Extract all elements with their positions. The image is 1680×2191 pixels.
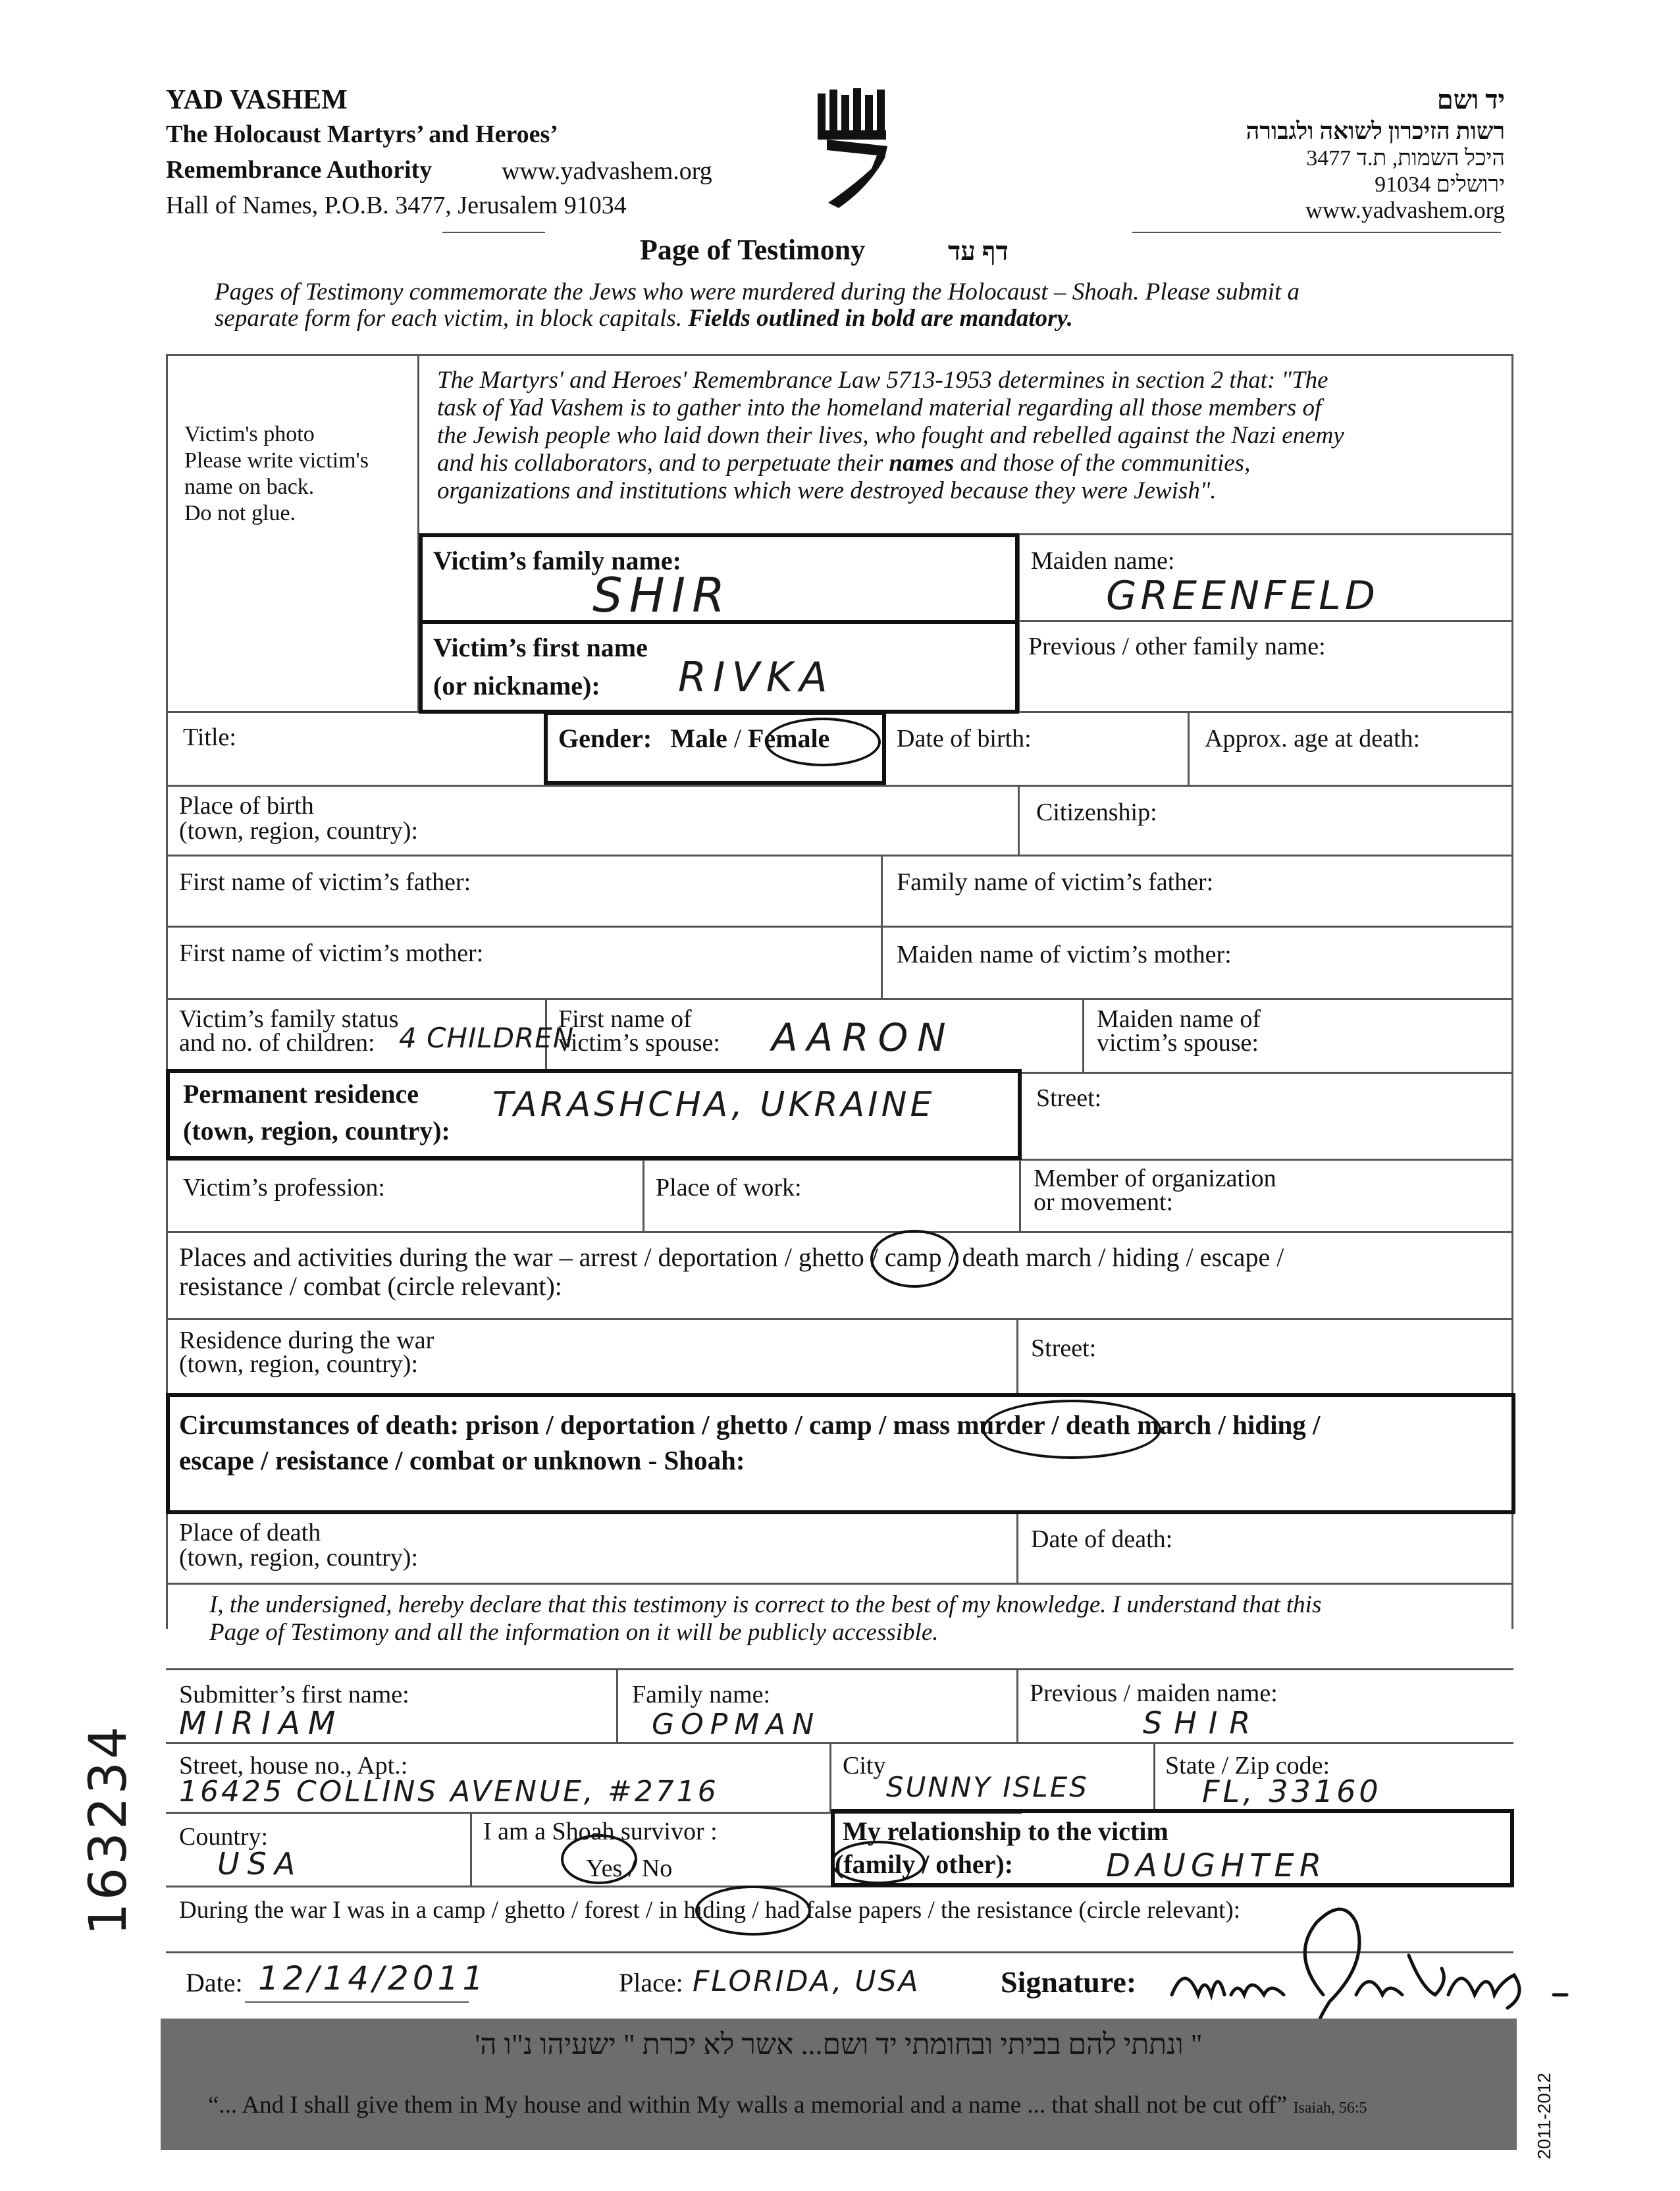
circumstances-line-2: escape / resistance / combat or unknown - Shoah: bbox=[179, 1445, 745, 1475]
dob-label: Date of birth: bbox=[897, 725, 1032, 752]
father-family-label: Family name of victim’s father: bbox=[897, 868, 1214, 896]
intro-line2-text: separate form for each victim, in block capitals. bbox=[215, 305, 689, 332]
survivor-no[interactable]: / No bbox=[628, 1855, 673, 1882]
row-sub-name-bottom bbox=[166, 1742, 1513, 1744]
form-title-hebrew: דף עד bbox=[948, 236, 1009, 266]
intro-line2 bbox=[215, 304, 1073, 332]
org-name: YAD VASHEM bbox=[166, 85, 348, 115]
family-status-label-2: and no. of children: bbox=[179, 1029, 375, 1057]
work-divider bbox=[643, 1159, 644, 1231]
spouse-maiden-label-2: victim’s spouse: bbox=[1097, 1029, 1259, 1057]
survivor-label: I am a Shoah survivor : bbox=[483, 1818, 718, 1845]
frame-top bbox=[166, 354, 1513, 356]
first-name-label-1: Victim’s first name bbox=[433, 633, 648, 662]
submitter-family-value[interactable]: GOPMAN bbox=[652, 1708, 821, 1741]
pob-label-2: (town, region, country): bbox=[179, 817, 419, 845]
hebrew-org-line3: היכל השמות, ת.ד 3477 bbox=[1306, 146, 1505, 171]
address-left: Hall of Names, P.O.B. 3477, Jerusalem 91034 bbox=[166, 192, 627, 219]
residence-label-2: (town, region, country): bbox=[183, 1116, 450, 1146]
gender-option-male[interactable]: Male bbox=[670, 724, 727, 753]
age-label: Approx. age at death: bbox=[1205, 725, 1421, 752]
citizenship-label: Citizenship: bbox=[1036, 799, 1157, 826]
first-name-value[interactable]: RIVKA bbox=[678, 653, 834, 701]
spouse-maiden-label-1: Maiden name of bbox=[1097, 1005, 1261, 1033]
member-label-2: or movement: bbox=[1034, 1188, 1174, 1216]
activities-line-1[interactable]: Places and activities during the war – arrest / deportation / ghetto / camp / death march / hiding / escape / bbox=[179, 1242, 1284, 1272]
war-residence-label-2: (town, region, country): bbox=[179, 1350, 419, 1378]
relationship-label: My relationship to the victim bbox=[843, 1816, 1168, 1846]
city-value[interactable]: SUNNY ISLES bbox=[886, 1771, 1089, 1803]
signature-label: Signature: bbox=[1001, 1965, 1137, 1999]
header-rule-right bbox=[1132, 232, 1501, 233]
pod-label-1: Place of death bbox=[179, 1519, 321, 1546]
state-divider bbox=[1153, 1742, 1155, 1812]
family-name-value[interactable]: SHIR bbox=[592, 568, 732, 623]
pob-label-1: Place of birth bbox=[179, 792, 314, 820]
relationship-options: (family / other): bbox=[835, 1849, 1014, 1879]
city-divider bbox=[829, 1742, 831, 1812]
row-father-bottom bbox=[166, 926, 1513, 928]
year-code: 2011-2012 bbox=[1534, 2072, 1554, 2159]
hebrew-org-line2: רשות הזיכרון לשואה ולגבורה bbox=[1246, 118, 1505, 144]
residence-value[interactable]: TARASHCHA, UKRAINE bbox=[492, 1085, 935, 1124]
place-label: Place: bbox=[619, 1968, 683, 1997]
date-underline bbox=[245, 2001, 469, 2003]
family-status-label-1: Victim’s family status bbox=[179, 1005, 399, 1033]
date-value[interactable]: 12/14/2011 bbox=[258, 1959, 488, 1997]
header-rule-left bbox=[442, 232, 545, 233]
footer-citation: Isaiah, 56:5 bbox=[1293, 2099, 1367, 2117]
law-line-4 bbox=[437, 449, 1250, 478]
age-divider bbox=[1188, 711, 1190, 785]
street-label: Street: bbox=[1036, 1084, 1102, 1112]
hebrew-org-name: יד ושם bbox=[1436, 85, 1505, 115]
mother-maiden-label: Maiden name of victim’s mother: bbox=[897, 941, 1232, 968]
website-right: www.yadvashem.org bbox=[1305, 197, 1505, 223]
relationship-value[interactable]: DAUGHTER bbox=[1106, 1847, 1327, 1884]
mass-murder-circle-mark bbox=[982, 1400, 1161, 1459]
law-line-4a: and his collaborators, and to perpetuate their bbox=[437, 450, 889, 477]
previous-name-label: Previous / other family name: bbox=[1028, 633, 1326, 660]
state-value[interactable]: FL, 33160 bbox=[1202, 1774, 1382, 1809]
gender-separator: / bbox=[733, 724, 741, 753]
sub-family-divider bbox=[616, 1668, 618, 1742]
war-street-label: Street: bbox=[1031, 1334, 1097, 1362]
photo-label-1: Victim's photo bbox=[184, 422, 315, 446]
family-circle-mark bbox=[831, 1841, 926, 1884]
intro-line1: Pages of Testimony commemorate the Jews who were murdered during the Holocaust – Shoah. Please submit a bbox=[215, 278, 1300, 305]
maiden-bottom bbox=[1018, 620, 1513, 622]
dod-divider bbox=[1016, 1512, 1018, 1583]
submitter-street-label: Street, house no., Apt.: bbox=[179, 1752, 408, 1780]
war-residence-label-1: Residence during the war bbox=[179, 1327, 434, 1354]
spouse-divider bbox=[1082, 998, 1084, 1072]
place-value[interactable]: FLORIDA, USA bbox=[693, 1965, 920, 1998]
submitter-street-value[interactable]: 16425 COLLINS AVENUE, #2716 bbox=[179, 1775, 719, 1808]
yes-circle-mark bbox=[561, 1834, 637, 1884]
member-divider bbox=[1019, 1159, 1021, 1231]
form-title: Page of Testimony bbox=[640, 234, 866, 266]
photo-label-2: Please write victim's bbox=[184, 448, 369, 473]
dod-label: Date of death: bbox=[1031, 1525, 1173, 1553]
gender-option-female[interactable]: Female bbox=[747, 724, 830, 753]
survivor-yes[interactable]: Yes bbox=[586, 1855, 623, 1882]
declaration-line-2: Page of Testimony and all the information on it will be publicly accessible. bbox=[209, 1619, 939, 1646]
activities-line-2: resistance / combat (circle relevant): bbox=[179, 1271, 562, 1301]
war-experience-text[interactable]: During the war I was in a camp / ghetto / forest / in hiding / had false papers / the resistance (circle relevant): bbox=[179, 1897, 1241, 1924]
footer-english-text: “... And I shall give them in My house and within My walls a memorial and a name ... that shall not be cut off” bbox=[208, 2092, 1288, 2119]
row-pod-bottom bbox=[166, 1583, 1513, 1585]
row-title-bottom bbox=[166, 785, 1513, 787]
org-line3: Remembrance Authority bbox=[166, 156, 433, 184]
hebrew-org-line4: ירושלים 91034 bbox=[1375, 172, 1505, 197]
residence-label-1: Permanent residence bbox=[183, 1079, 419, 1109]
intro-mandatory-note: Fields outlined in bold are mandatory. bbox=[688, 305, 1073, 332]
law-line-1: The Martyrs' and Heroes' Remembrance Law 5713-1953 determines in section 2 that: "The bbox=[437, 367, 1328, 394]
declaration-line-1: I, the undersigned, hereby declare that this testimony is correct to the best of my knowledge. I understand that this bbox=[209, 1591, 1322, 1618]
work-label: Place of work: bbox=[656, 1174, 802, 1201]
row-profession-bottom bbox=[166, 1231, 1513, 1233]
law-line-5: organizations and institutions which were destroyed because they were Jewish". bbox=[437, 477, 1217, 504]
in-hiding-circle-mark bbox=[695, 1886, 811, 1936]
footer-english-quote bbox=[208, 2091, 1367, 2119]
submitter-prev-label: Previous / maiden name: bbox=[1030, 1679, 1278, 1707]
maiden-name-value[interactable]: GREENFELD bbox=[1106, 573, 1379, 619]
title-label: Title: bbox=[183, 724, 236, 751]
city-label: City bbox=[843, 1752, 886, 1780]
state-label: State / Zip code: bbox=[1165, 1752, 1330, 1780]
female-circle-mark bbox=[765, 718, 881, 766]
org-line2: The Holocaust Martyrs’ and Heroes’ bbox=[166, 120, 558, 148]
father-first-label: First name of victim’s father: bbox=[179, 868, 471, 896]
gender-label: Gender: bbox=[558, 724, 652, 753]
ghetto-circle-mark bbox=[870, 1230, 958, 1288]
submitter-first-value[interactable]: MIRIAM bbox=[179, 1705, 344, 1742]
mother-first-label: First name of victim’s mother: bbox=[179, 939, 484, 967]
citizenship-divider bbox=[1018, 785, 1020, 855]
pod-label-2: (town, region, country): bbox=[179, 1544, 419, 1571]
side-stamp-number: 163234 bbox=[79, 1724, 138, 1936]
law-line-3: the Jewish people who laid down their lives, who fought and rebelled against the Nazi enemy bbox=[437, 422, 1344, 449]
family-name-label: Victim’s family name: bbox=[433, 546, 681, 575]
sub-prev-divider bbox=[1016, 1668, 1018, 1742]
street-top bbox=[1019, 1072, 1513, 1074]
first-name-label-2: (or nickname): bbox=[433, 671, 600, 700]
row-activities-bottom bbox=[166, 1318, 1513, 1320]
submitter-prev-value[interactable]: SHIR bbox=[1143, 1705, 1263, 1741]
row-pob-bottom bbox=[166, 855, 1513, 857]
war-street-divider bbox=[1016, 1318, 1018, 1393]
spouse-first-label-2: victim’s spouse: bbox=[558, 1029, 720, 1057]
footer-band bbox=[161, 2019, 1517, 2150]
circumstances-line-1[interactable]: Circumstances of death: prison / deportation / ghetto / camp / mass murder / death march / hiding / bbox=[179, 1410, 1321, 1440]
submitter-family-label: Family name: bbox=[632, 1681, 771, 1708]
profession-label: Victim’s profession: bbox=[183, 1174, 385, 1201]
member-label-1: Member of organization bbox=[1034, 1165, 1276, 1192]
website-left: www.yadvashem.org bbox=[502, 157, 712, 185]
spouse-first-label-1: First name of bbox=[558, 1005, 692, 1033]
photo-label-3: name on back. bbox=[184, 475, 315, 499]
country-value[interactable]: USA bbox=[217, 1846, 303, 1882]
declaration-bottom bbox=[166, 1668, 1513, 1670]
spouse-first-value[interactable]: AARON bbox=[772, 1015, 955, 1060]
menorah-logo bbox=[814, 87, 893, 212]
survivor-divider bbox=[470, 1812, 472, 1886]
date-label: Date: bbox=[186, 1968, 243, 1997]
row-mother-bottom bbox=[166, 998, 1513, 1000]
footer-hebrew-quote: " ונתתי להם בביתי ובחומתי יד ושם... אשר לא יכרת " ישעיהו נ"ו ה' bbox=[475, 2028, 1203, 2061]
maiden-name-label: Maiden name: bbox=[1031, 547, 1175, 575]
photo-label-4: Do not glue. bbox=[184, 501, 296, 525]
family-status-value[interactable]: 4 CHILDREN bbox=[399, 1022, 575, 1054]
country-label: Country: bbox=[179, 1823, 269, 1851]
law-line-2: task of Yad Vashem is to gather into the homeland material regarding all those members of bbox=[437, 394, 1322, 421]
law-line-4c: and those of the communities, bbox=[954, 450, 1251, 477]
submitter-first-label: Submitter’s first name: bbox=[179, 1681, 409, 1708]
law-names-emphasis: names bbox=[889, 450, 955, 477]
